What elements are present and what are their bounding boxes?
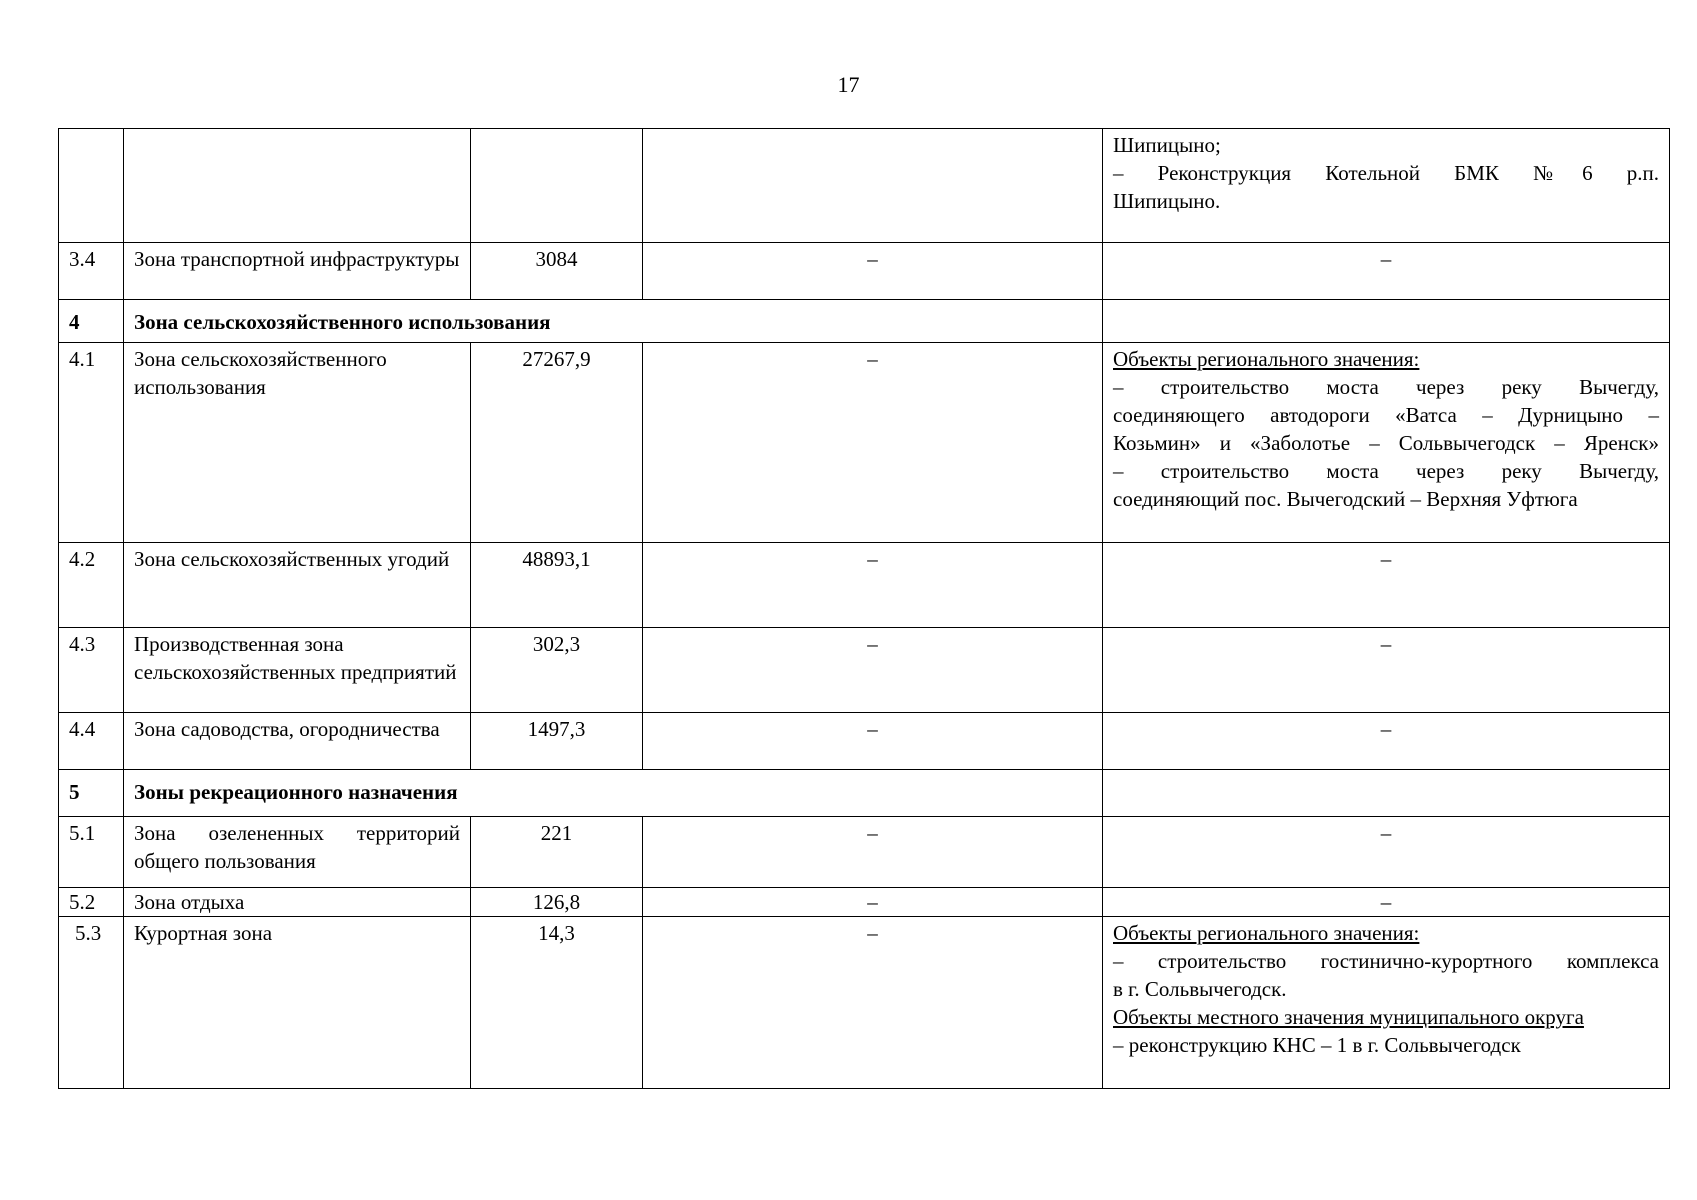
cell-name: Зона озелененных территорий общего пользования: [124, 817, 471, 888]
cell-name: Зона сельскохозяйственного использования: [124, 343, 471, 543]
text-line: Шипицыно;: [1113, 133, 1221, 157]
cell-col5: [1103, 129, 1670, 243]
objects-heading: Объекты регионального значения:: [1113, 921, 1420, 945]
table-row: [59, 628, 1670, 713]
table-row: [59, 543, 1670, 628]
cell-name: Курортная зона: [124, 917, 471, 1089]
table-row: [59, 817, 1670, 888]
page-number: 17: [837, 72, 860, 97]
section-number: 4: [59, 300, 124, 343]
cell-col5: –: [1103, 543, 1670, 628]
text-line: соединяющий пос. Вычегодский – Верхняя Уфтюга: [1113, 487, 1578, 511]
cell-col5: –: [1103, 713, 1670, 770]
cell-num: 4.4: [59, 713, 124, 770]
cell-num: 5.3: [59, 917, 124, 1089]
table-row: [59, 888, 1670, 917]
text-line: Козьмин» и «Заболотье – Сольвычегодск – Яренск»: [1113, 431, 1659, 455]
cell-col4: –: [643, 888, 1103, 917]
objects-heading: Объекты регионального значения:: [1113, 347, 1420, 371]
cell-col5: [1103, 343, 1670, 543]
section-row: [59, 770, 1670, 817]
cell-col4: –: [643, 713, 1103, 770]
cell-area: 48893,1: [471, 543, 643, 628]
cell-col4: –: [643, 343, 1103, 543]
cell-area: 3084: [471, 243, 643, 300]
text-line: – Реконструкция Котельной БМК №6 р.п.: [1113, 161, 1659, 185]
section-title: Зона сельскохозяйственного использования: [124, 300, 1103, 343]
cell-name: Зона транспортной инфраструктуры: [124, 243, 471, 300]
cell-num: 3.4: [59, 243, 124, 300]
cell-col5: [1103, 300, 1670, 343]
cell-area: 14,3: [471, 917, 643, 1089]
text-line: соединяющего автодороги «Ватса – Дурницыно –: [1113, 403, 1659, 427]
text-line: – реконструкцию КНС – 1 в г. Сольвычегодск: [1113, 1033, 1521, 1057]
cell-col4: –: [643, 543, 1103, 628]
text-line: Шипицыно.: [1113, 189, 1221, 213]
text-line: – строительство моста через реку Вычегду,: [1113, 459, 1659, 483]
cell-name: [124, 129, 471, 243]
cell-area: 1497,3: [471, 713, 643, 770]
cell-area: 221: [471, 817, 643, 888]
section-number: 5: [59, 770, 124, 817]
table-row: [59, 713, 1670, 770]
cell-name: Производственная зона сельскохозяйственных предприятий: [124, 628, 471, 713]
cell-num: 5.2: [59, 888, 124, 917]
cell-col4: –: [643, 243, 1103, 300]
cell-name: Зона садоводства, огородничества: [124, 713, 471, 770]
cell-col5: [1103, 770, 1670, 817]
objects-heading: Объекты местного значения муниципального округа: [1113, 1005, 1584, 1029]
table-row: [59, 129, 1670, 243]
cell-area: 126,8: [471, 888, 643, 917]
section-title: Зоны рекреационного назначения: [124, 770, 1103, 817]
text-line: в г. Сольвычегодск.: [1113, 977, 1287, 1001]
cell-name: Зона отдыха: [124, 888, 471, 917]
cell-area: 27267,9: [471, 343, 643, 543]
text-line: – строительство моста через реку Вычегду,: [1113, 375, 1659, 399]
cell-col5: –: [1103, 888, 1670, 917]
cell-col4: –: [643, 917, 1103, 1089]
table-row: [59, 917, 1670, 1089]
cell-num: 4.1: [59, 343, 124, 543]
cell-col5: –: [1103, 817, 1670, 888]
cell-area: [471, 129, 643, 243]
cell-name: Зона сельскохозяйственных угодий: [124, 543, 471, 628]
text-line: – строительство гостинично-курортного комплекса: [1113, 949, 1659, 973]
cell-col4: [643, 129, 1103, 243]
cell-col4: –: [643, 628, 1103, 713]
table-row: [59, 343, 1670, 543]
table-row: [59, 243, 1670, 300]
cell-num: 5.1: [59, 817, 124, 888]
cell-col5: –: [1103, 628, 1670, 713]
section-row: [59, 300, 1670, 343]
cell-col5: –: [1103, 243, 1670, 300]
cell-num: 4.2: [59, 543, 124, 628]
cell-col5: [1103, 917, 1670, 1089]
cell-area: 302,3: [471, 628, 643, 713]
cell-num: [59, 129, 124, 243]
cell-num: 4.3: [59, 628, 124, 713]
cell-col4: –: [643, 817, 1103, 888]
zones-table: [58, 128, 1670, 1089]
